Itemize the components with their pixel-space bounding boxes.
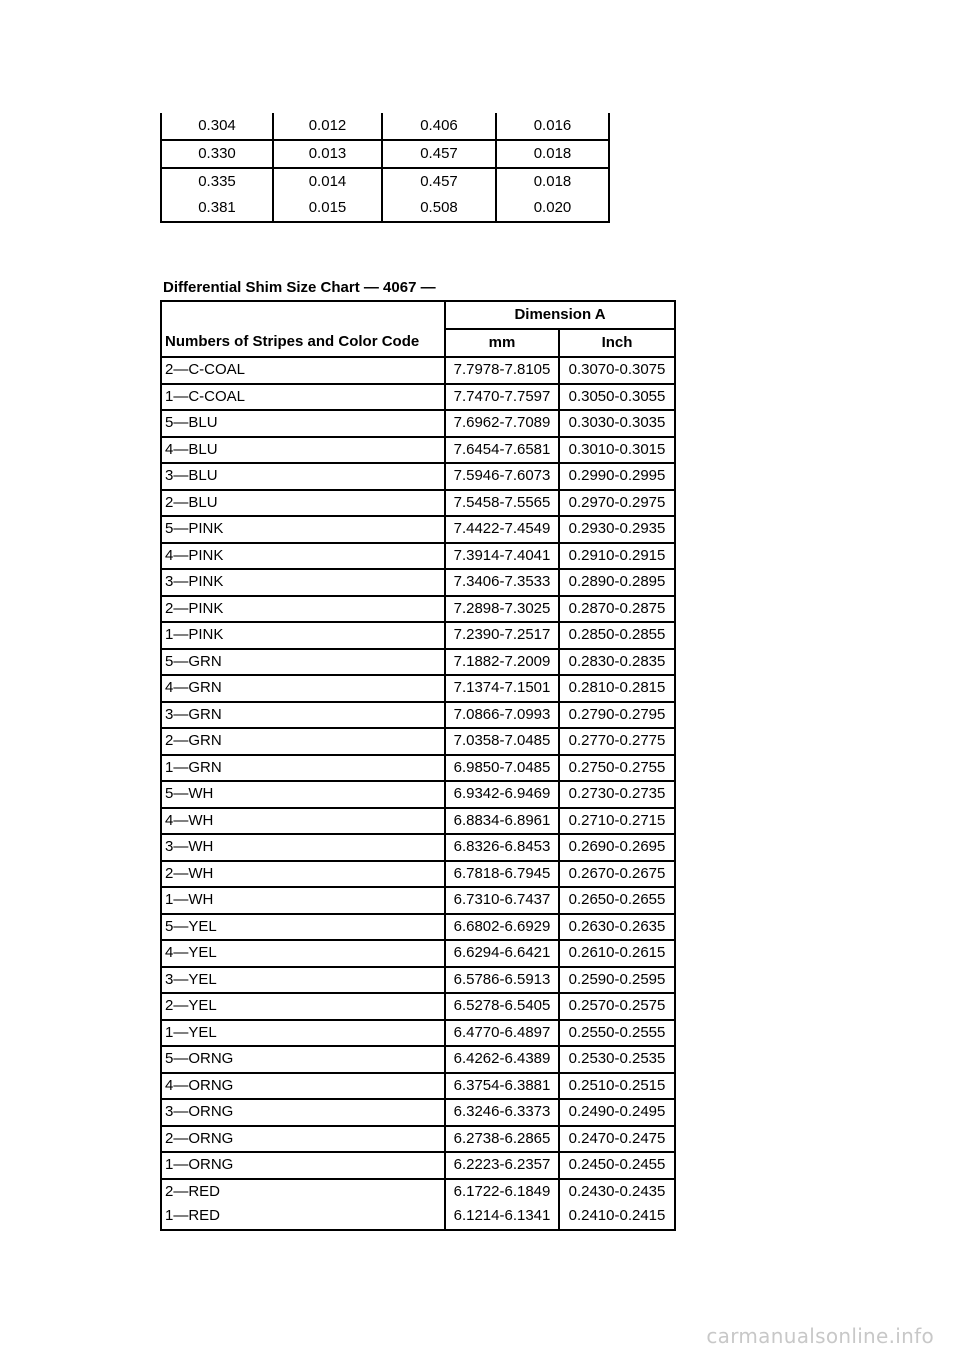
shim-code-cell: 4—GRN [161, 675, 445, 702]
shim-inch-cell: 0.2670-0.2675 [559, 861, 675, 888]
shim-code-cell: 1—GRN [161, 755, 445, 782]
table-row [161, 1020, 675, 1047]
shim-code-cell: 3—PINK [161, 569, 445, 596]
shim-inch-cell: 0.2470-0.2475 [559, 1126, 675, 1153]
table-cell: 0.457 [382, 168, 496, 195]
shim-inch-cell: 0.3030-0.3035 [559, 410, 675, 437]
inch-header: Inch [559, 329, 675, 357]
table-row [161, 1204, 675, 1230]
shim-mm-cell: 7.4422-7.4549 [445, 516, 559, 543]
shim-mm-cell: 6.9850-7.0485 [445, 755, 559, 782]
shim-inch-cell: 0.2770-0.2775 [559, 728, 675, 755]
shim-mm-cell: 7.6962-7.7089 [445, 410, 559, 437]
table-row [161, 887, 675, 914]
table-row [161, 596, 675, 623]
shim-code-cell: 3—YEL [161, 967, 445, 994]
shim-inch-cell: 0.2850-0.2855 [559, 622, 675, 649]
table-cell: 0.304 [161, 113, 273, 140]
table-row [161, 808, 675, 835]
shim-mm-cell: 7.5946-7.6073 [445, 463, 559, 490]
table-row [161, 1179, 675, 1205]
shim-inch-cell: 0.2490-0.2495 [559, 1099, 675, 1126]
shim-mm-cell: 6.1722-6.1849 [445, 1179, 559, 1205]
shim-code-cell: 4—BLU [161, 437, 445, 464]
shim-code-cell: 2—PINK [161, 596, 445, 623]
shim-inch-cell: 0.3010-0.3015 [559, 437, 675, 464]
top-table-body [161, 113, 609, 222]
table-row [161, 649, 675, 676]
shim-mm-cell: 7.6454-7.6581 [445, 437, 559, 464]
shim-inch-cell: 0.2990-0.2995 [559, 463, 675, 490]
shim-code-cell: 1—C-COAL [161, 384, 445, 411]
table-row [161, 675, 675, 702]
shim-code-cell: 1—PINK [161, 622, 445, 649]
table-row [161, 516, 675, 543]
shim-code-cell: 2—RED [161, 1179, 445, 1205]
table-row [161, 1073, 675, 1100]
shim-inch-cell: 0.2630-0.2635 [559, 914, 675, 941]
table-row [161, 993, 675, 1020]
table-cell: 0.016 [496, 113, 609, 140]
shim-mm-cell: 6.5786-6.5913 [445, 967, 559, 994]
shim-inch-cell: 0.3050-0.3055 [559, 384, 675, 411]
table-cell: 0.014 [273, 168, 382, 195]
table-cell: 0.335 [161, 168, 273, 195]
watermark-text: carmanualsonline.info [706, 1324, 934, 1348]
shim-mm-cell: 7.7978-7.8105 [445, 357, 559, 384]
table-cell: 0.457 [382, 140, 496, 168]
shim-mm-cell: 7.3914-7.4041 [445, 543, 559, 570]
shim-mm-cell: 7.3406-7.3533 [445, 569, 559, 596]
table-row [161, 490, 675, 517]
table-row [161, 622, 675, 649]
table-row [161, 967, 675, 994]
shim-mm-cell: 6.4770-6.4897 [445, 1020, 559, 1047]
shim-inch-cell: 0.2750-0.2755 [559, 755, 675, 782]
shim-inch-cell: 0.2810-0.2815 [559, 675, 675, 702]
table-row [161, 781, 675, 808]
table-row [161, 755, 675, 782]
shim-inch-cell: 0.3070-0.3075 [559, 357, 675, 384]
shim-code-cell: 5—BLU [161, 410, 445, 437]
shim-mm-cell: 7.1374-7.1501 [445, 675, 559, 702]
shim-mm-cell: 7.1882-7.2009 [445, 649, 559, 676]
shim-mm-cell: 6.1214-6.1341 [445, 1204, 559, 1230]
shim-code-cell: 5—PINK [161, 516, 445, 543]
shim-mm-cell: 7.7470-7.7597 [445, 384, 559, 411]
shim-code-cell: 3—GRN [161, 702, 445, 729]
shim-inch-cell: 0.2730-0.2735 [559, 781, 675, 808]
shim-code-cell: 5—YEL [161, 914, 445, 941]
shim-code-cell: 4—WH [161, 808, 445, 835]
shim-code-cell: 4—YEL [161, 940, 445, 967]
chart-title: Differential Shim Size Chart — 4067 — [163, 279, 436, 296]
table-row [161, 940, 675, 967]
table-row [161, 357, 675, 384]
table-cell: 0.020 [533, 199, 572, 216]
table-row [161, 168, 609, 195]
table-row [161, 914, 675, 941]
shim-code-cell: 4—PINK [161, 543, 445, 570]
shim-mm-cell: 6.8326-6.8453 [445, 834, 559, 861]
table-row [161, 410, 675, 437]
shim-inch-cell: 0.2970-0.2975 [559, 490, 675, 517]
shim-mm-cell: 6.7310-6.7437 [445, 887, 559, 914]
shim-inch-cell: 0.2550-0.2555 [559, 1020, 675, 1047]
table-cell: 0.330 [161, 140, 273, 168]
table-cell: 0.406 [382, 113, 496, 140]
shim-mm-cell: 7.5458-7.5565 [445, 490, 559, 517]
dimension-a-header: Dimension A [445, 301, 675, 329]
shim-inch-cell: 0.2790-0.2795 [559, 702, 675, 729]
shim-inch-cell: 0.2430-0.2435 [568, 1182, 666, 1200]
shim-inch-cell: 0.2910-0.2915 [559, 543, 675, 570]
table-row [161, 1046, 675, 1073]
shim-mm-cell: 6.6294-6.6421 [445, 940, 559, 967]
shim-mm-cell: 7.2898-7.3025 [445, 596, 559, 623]
top-clearance-table [160, 113, 610, 223]
shim-code-cell: 2—YEL [161, 993, 445, 1020]
shim-mm-cell: 6.7818-6.7945 [445, 861, 559, 888]
shim-code-cell: 2—GRN [161, 728, 445, 755]
shim-mm-cell: 7.2390-7.2517 [445, 622, 559, 649]
table-row [161, 1099, 675, 1126]
shim-code-cell: 5—WH [161, 781, 445, 808]
shim-inch-cell: 0.2530-0.2535 [559, 1046, 675, 1073]
shim-code-cell: 1—WH [161, 887, 445, 914]
shim-table-body [161, 357, 675, 1230]
table-cell: 0.508 [382, 195, 496, 222]
shim-inch-cell: 0.2690-0.2695 [559, 834, 675, 861]
table-row [161, 113, 609, 140]
shim-code-cell: 5—ORNG [161, 1046, 445, 1073]
shim-inch-cell: 0.2710-0.2715 [559, 808, 675, 835]
table-row [161, 1152, 675, 1179]
table-row [161, 543, 675, 570]
shim-code-cell: 5—GRN [161, 649, 445, 676]
shim-code-cell: 3—WH [161, 834, 445, 861]
shim-code-cell: 2—ORNG [161, 1126, 445, 1153]
shim-mm-cell: 6.8834-6.8961 [445, 808, 559, 835]
table-cell: 0.015 [273, 195, 382, 222]
shim-code-cell: 4—ORNG [161, 1073, 445, 1100]
mm-header: mm [445, 329, 559, 357]
shim-code-cell: 2—WH [161, 861, 445, 888]
shim-inch-cell: 0.2410-0.2415 [568, 1207, 666, 1225]
shim-mm-cell: 6.2738-6.2865 [445, 1126, 559, 1153]
table-row [161, 861, 675, 888]
shim-inch-cell: 0.2890-0.2895 [559, 569, 675, 596]
shim-mm-cell: 6.3246-6.3373 [445, 1099, 559, 1126]
shim-mm-cell: 6.3754-6.3881 [445, 1073, 559, 1100]
shim-inch-cell: 0.2930-0.2935 [559, 516, 675, 543]
table-row [161, 834, 675, 861]
shim-inch-cell: 0.2450-0.2455 [559, 1152, 675, 1179]
shim-inch-cell: 0.2830-0.2835 [559, 649, 675, 676]
table-row [161, 1126, 675, 1153]
table-row [161, 569, 675, 596]
shim-mm-cell: 6.4262-6.4389 [445, 1046, 559, 1073]
shim-mm-cell: 7.0358-7.0485 [445, 728, 559, 755]
shim-mm-cell: 6.5278-6.5405 [445, 993, 559, 1020]
table-cell: 0.013 [273, 140, 382, 168]
shim-mm-cell: 6.9342-6.9469 [445, 781, 559, 808]
shim-code-cell: 3—ORNG [161, 1099, 445, 1126]
shim-size-table [160, 300, 676, 1231]
shim-mm-cell: 7.0866-7.0993 [445, 702, 559, 729]
table-row [161, 384, 675, 411]
table-row [161, 140, 609, 168]
table-cell: 0.018 [533, 173, 572, 190]
shim-inch-cell: 0.2590-0.2595 [559, 967, 675, 994]
shim-code-cell: 1—ORNG [161, 1152, 445, 1179]
table-cell: 0.012 [273, 113, 382, 140]
shim-mm-cell: 6.6802-6.6929 [445, 914, 559, 941]
table-row [161, 195, 609, 222]
shim-inch-cell: 0.2610-0.2615 [559, 940, 675, 967]
table-row [161, 463, 675, 490]
shim-mm-cell: 6.2223-6.2357 [445, 1152, 559, 1179]
shim-code-cell: 3—BLU [161, 463, 445, 490]
shim-code-cell: 1—YEL [161, 1020, 445, 1047]
shim-code-cell: 2—BLU [161, 490, 445, 517]
shim-inch-cell: 0.2650-0.2655 [559, 887, 675, 914]
table-row [161, 728, 675, 755]
shim-code-cell: 2—C-COAL [161, 357, 445, 384]
shim-inch-cell: 0.2510-0.2515 [559, 1073, 675, 1100]
shim-code-cell: 1—RED [161, 1204, 445, 1230]
table-cell: 0.381 [161, 195, 273, 222]
shim-inch-cell: 0.2570-0.2575 [559, 993, 675, 1020]
stripes-color-code-header: Numbers of Stripes and Color Code [161, 301, 445, 357]
table-cell: 0.018 [496, 140, 609, 168]
shim-inch-cell: 0.2870-0.2875 [559, 596, 675, 623]
table-row [161, 702, 675, 729]
table-row [161, 437, 675, 464]
